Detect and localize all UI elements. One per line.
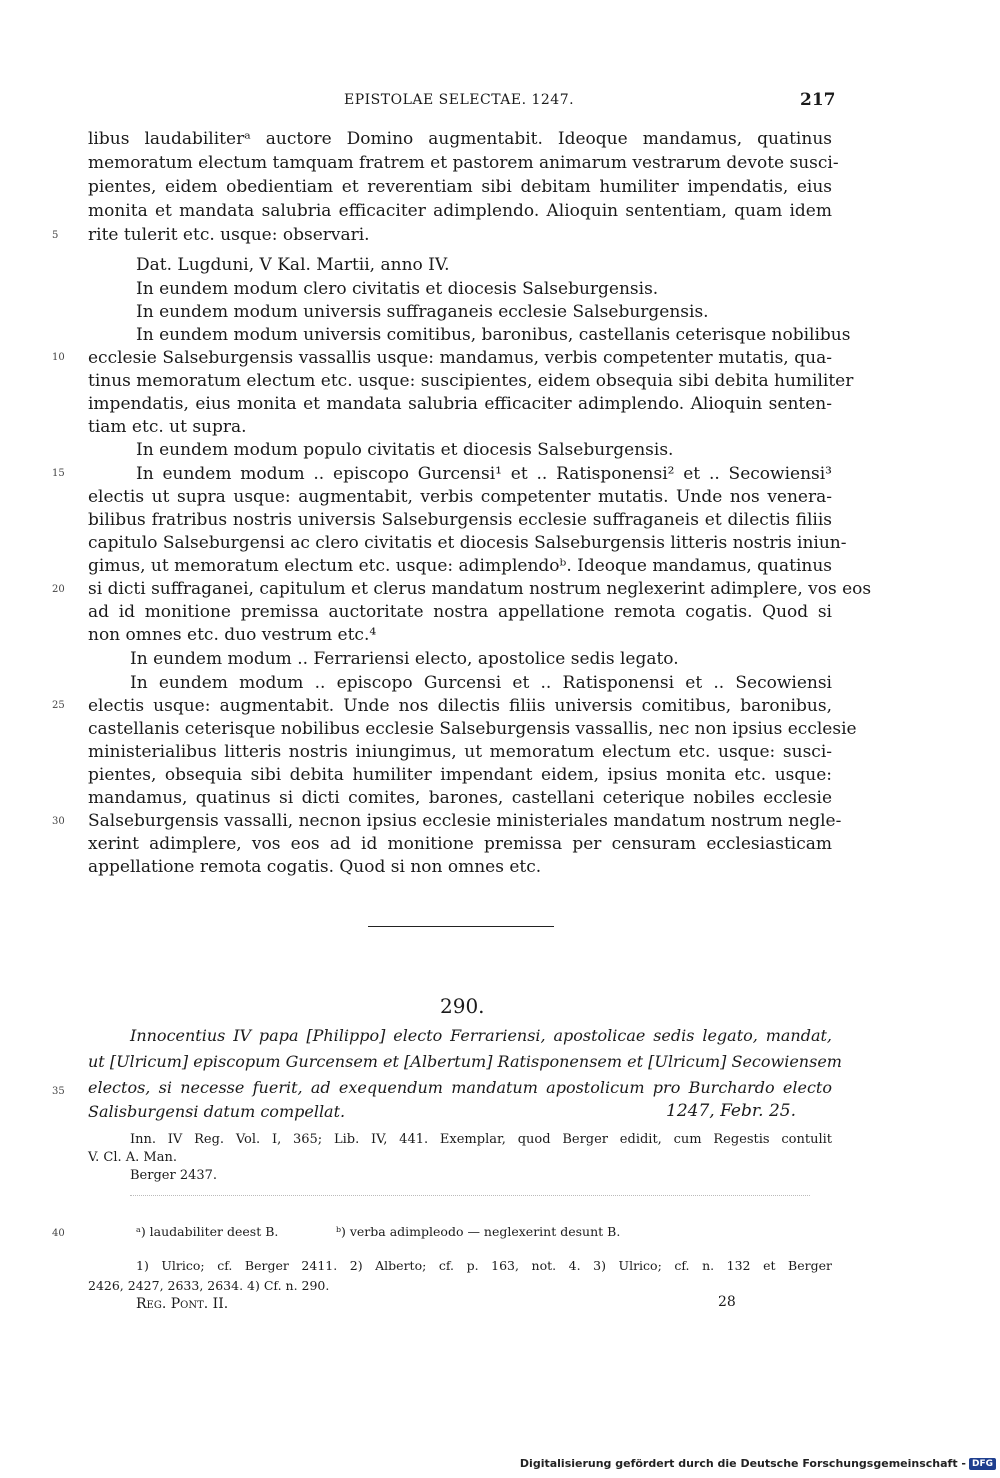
body-line: tiam etc. ut supra. <box>88 417 247 437</box>
footnote-letter: ᵇ) verba adimpleodo — neglexerint desunt B. <box>336 1224 621 1239</box>
body-line: si dicti suffraganei, capitulum et clerus mandatum nostrum neglexerint adimplere, vos eos <box>88 579 872 599</box>
line-number: 40 <box>52 1228 65 1239</box>
regest-line: ut [Ulricum] episcopum Gurcensem et [Albertum] Ratisponensem et [Ulricum] Secowiensem <box>88 1052 842 1071</box>
body-line: In eundem modum .. Ferrariensi electo, apostolice sedis legato. <box>130 649 679 669</box>
body-line: appellatione remota cogatis. Quod si non omnes etc. <box>88 857 542 877</box>
body-line: electis ut supra usque: augmentabit, verbis competenter mutatis. Unde nos venera- <box>88 487 832 507</box>
source-note: Berger 2437. <box>130 1168 218 1183</box>
body-line: rite tulerit etc. usque: observari. <box>88 225 370 245</box>
body-line: In eundem modum .. episcopo Gurcensi et .. Ratisponensi et .. Secowiensi <box>130 673 832 693</box>
line-number: 20 <box>52 584 65 595</box>
line-number: 35 <box>52 1086 65 1097</box>
body-line: pientes, obsequia sibi debita humiliter impendant eidem, ipsius monita etc. usque: <box>88 765 832 785</box>
line-number: 15 <box>52 468 65 479</box>
section-divider <box>368 926 554 927</box>
sheet-signature: Reg. Pont. II. <box>136 1296 229 1312</box>
body-line: In eundem modum populo civitatis et diocesis Salseburgensis. <box>136 440 674 460</box>
body-line: tinus memoratum electum etc. usque: suscipientes, eidem obsequia sibi debita humiliter <box>88 371 854 391</box>
body-line: bilibus fratribus nostris universis Salseburgensis ecclesie suffraganeis et dilectis filiis <box>88 510 832 530</box>
dating-line: Dat. Lugduni, V Kal. Martii, anno IV. <box>136 255 450 275</box>
regest-line: electos, si necesse fuerit, ad exequendum mandatum apostolicum pro Burchardo electo <box>88 1078 832 1097</box>
body-line: xerint adimplere, vos eos ad id monitione premissa per censuram ecclesiasticam <box>88 834 832 854</box>
credit-text: Digitalisierung gefördert durch die Deutsche Forschungsgemeinschaft - <box>519 1457 966 1470</box>
body-line: gimus, ut memoratum electum etc. usque: adimplendoᵇ. Ideoque mandamus, quatinus <box>88 556 832 576</box>
body-line: ad id monitione premissa auctoritate nostra appellatione remota cogatis. Quod si <box>88 602 832 622</box>
dfg-logo-icon: DFG <box>969 1458 996 1470</box>
body-line: memoratum electum tamquam fratrem et pastorem animarum vestrarum devote susci- <box>88 153 839 173</box>
body-line: capitulo Salseburgensi ac clero civitatis et diocesis Salseburgensis litteris nostris iniun- <box>88 533 847 553</box>
body-line: castellanis ceterisque nobilibus ecclesie Salseburgensis vassallis, nec non ipsius ecclesie <box>88 719 857 739</box>
source-note: Inn. IV Reg. Vol. I, 365; Lib. IV, 441. Exemplar, quod Berger edidit, cum Regestis contulit <box>130 1132 832 1147</box>
document-number: 290. <box>440 994 485 1018</box>
body-line: electis usque: augmentabit. Unde nos dilectis filiis universis comitibus, baronibus, <box>88 696 832 716</box>
footnote-letter: ᵃ) laudabiliter deest B. <box>136 1224 279 1239</box>
footnote-number: 1) Ulrico; cf. Berger 2411. 2) Alberto; cf. p. 163, not. 4. 3) Ulrico; cf. n. 132 et Berger <box>136 1258 832 1273</box>
line-number: 30 <box>52 816 65 827</box>
body-line: Salseburgensis vassalli, necnon ipsius ecclesie ministeriales mandatum nostrum negle- <box>88 811 842 831</box>
footnote-separator <box>130 1195 810 1196</box>
body-line: In eundem modum universis comitibus, baronibus, castellanis ceterisque nobilibus <box>136 325 851 345</box>
sheet-number: 28 <box>718 1294 736 1310</box>
footnote-number: 2426, 2427, 2633, 2634. 4) Cf. n. 290. <box>88 1278 330 1293</box>
body-line: monita et mandata salubria efficaciter adimplendo. Alioquin sententiam, quam idem <box>88 201 832 221</box>
page-number: 217 <box>800 90 836 110</box>
line-number: 25 <box>52 700 65 711</box>
body-line: mandamus, quatinus si dicti comites, barones, castellani ceterique nobiles ecclesie <box>88 788 832 808</box>
running-title: EPISTOLAE SELECTAE. 1247. <box>344 92 575 108</box>
body-line: impendatis, eius monita et mandata salubria efficaciter adimplendo. Alioquin senten- <box>88 394 832 414</box>
line-number: 5 <box>52 230 59 241</box>
body-line: pientes, eidem obedientiam et reverentiam sibi debitam humiliter impendatis, eius <box>88 177 832 197</box>
body-line: In eundem modum clero civitatis et diocesis Salseburgensis. <box>136 279 659 299</box>
body-line: In eundem modum universis suffraganeis ecclesie Salseburgensis. <box>136 302 709 322</box>
regest-line: Innocentius IV papa [Philippo] electo Ferrariensi, apostolicae sedis legato, mandat, <box>130 1026 832 1045</box>
body-line: In eundem modum .. episcopo Gurcensi¹ et .. Ratisponensi² et .. Secowiensi³ <box>136 464 832 484</box>
source-note: V. Cl. A. Man. <box>88 1150 177 1165</box>
line-number: 10 <box>52 352 65 363</box>
body-line: ecclesie Salseburgensis vassallis usque: mandamus, verbis competenter mutatis, qua- <box>88 348 832 368</box>
regest-date: 1247, Febr. 25. <box>666 1101 796 1121</box>
body-line: libus laudabiliterᵃ auctore Domino augmentabit. Ideoque mandamus, quatinus <box>88 129 832 149</box>
body-line: non omnes etc. duo vestrum etc.⁴ <box>88 625 377 645</box>
body-line: ministerialibus litteris nostris iniungimus, ut memoratum electum etc. usque: susci- <box>88 742 832 762</box>
digitization-credit <box>520 1457 996 1470</box>
regest-line: Salisburgensi datum compellat. <box>88 1102 346 1121</box>
